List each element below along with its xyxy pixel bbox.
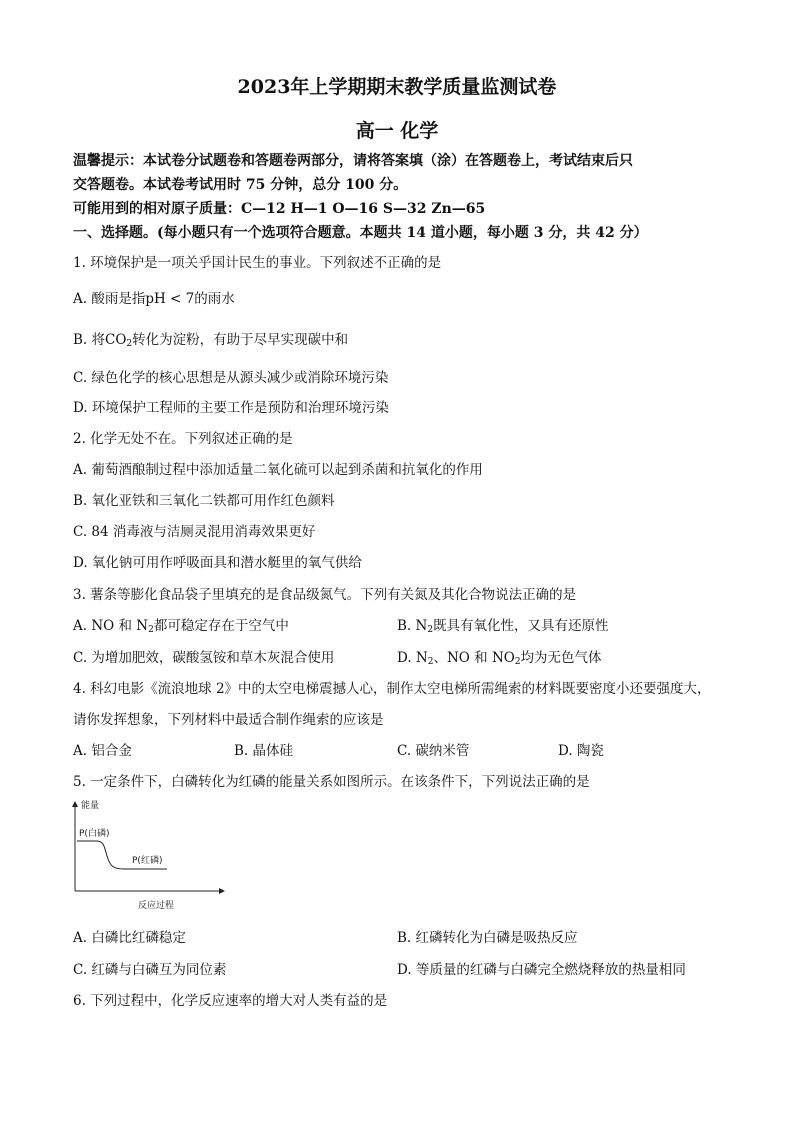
- q1-option-a-text-end: 的雨水: [194, 291, 235, 307]
- section-heading: 一、选择题。(每小题只有一个选项符合题意。本题共 14 道小题，每小题 3 分，共 42 分）: [73, 225, 648, 241]
- q3-option-d: [397, 646, 602, 667]
- n2-subscript-d: 2: [427, 657, 434, 667]
- notice-line-2: 交答题卷。本试卷考试用时 75 分钟，总分 100 分。: [73, 177, 408, 193]
- q3-option-d-text: D. N: [397, 650, 428, 666]
- q4-option-d: D. 陶瓷: [558, 743, 604, 759]
- q5-option-a: A. 白磷比红磷稳定: [73, 930, 186, 946]
- q1-option-b-text-end: 转化为淀粉，有助于尽早实现碳中和: [132, 332, 349, 348]
- co2-formula: CO: [105, 332, 127, 348]
- co2-subscript: 2: [126, 339, 133, 349]
- question-4-stem-line-2: 请你发挥想象，下列材料中最适合制作绳索的应该是: [73, 712, 384, 728]
- energy-diagram: [66, 798, 246, 913]
- q2-option-d: D. 氧化钠可用作呼吸面具和潜水艇里的氧气供给: [73, 555, 362, 571]
- exam-subject: 高一 化学: [355, 120, 439, 142]
- question-3-stem: 3. 薯条等膨化食品袋子里填充的是食品级氮气。下列有关氮及其化合物说法正确的是: [73, 587, 577, 603]
- q3-option-d-mid: 、NO 和 NO: [433, 650, 515, 666]
- q3-option-a: [73, 614, 289, 635]
- q2-option-a: A. 葡萄酒酿制过程中添加适量二氧化硫可以起到杀菌和抗氧化的作用: [73, 462, 483, 478]
- q3-option-b-text-end: 既具有氧化性，又具有还原性: [433, 618, 609, 634]
- q1-option-d: D. 环境保护工程师的主要工作是预防和治理环境污染: [73, 400, 389, 416]
- white-phosphorus-label: P(白磷): [79, 829, 110, 839]
- question-2-stem: 2. 化学无处不在。下列叙述正确的是: [73, 431, 293, 447]
- q4-option-a: A. 铝合金: [73, 743, 132, 759]
- q3-option-b: [397, 614, 609, 635]
- q4-option-c: C. 碳纳米管: [397, 743, 470, 759]
- q1-option-b: [73, 328, 348, 349]
- q5-option-b: B. 红磷转化为白磷是吸热反应: [397, 930, 578, 946]
- q1-option-b-text: B. 将: [73, 332, 106, 348]
- q5-option-d: D. 等质量的红磷与白磷完全燃烧释放的热量相同: [397, 962, 686, 978]
- no2-subscript: 2: [514, 657, 521, 667]
- n2-subscript: 2: [148, 625, 154, 635]
- q3-option-d-text-end: 均为无色气体: [520, 650, 602, 666]
- atomic-masses: 可能用到的相对原子质量：C—12 H—1 O—16 S—32 Zn—65: [73, 201, 486, 217]
- notice-line-1: 温馨提示：本试卷分试题卷和答题卷两部分，请将答案填（涂）在答题卷上，考试结束后只: [73, 153, 633, 169]
- q4-option-b: B. 晶体硅: [234, 743, 294, 759]
- q3-option-a-text: A. NO 和 N: [73, 618, 149, 634]
- q3-option-a-text-end: 都可稳定存在于空气中: [153, 618, 289, 634]
- x-axis-label: 反应过程: [138, 901, 175, 911]
- exam-title: 2023年上学期期末教学质量监测试卷: [237, 76, 557, 98]
- q3-option-c: C. 为增加肥效，碳酸氢铵和草木灰混合使用: [73, 650, 335, 666]
- question-1-stem: 1. 环境保护是一项关乎国计民生的事业。下列叙述不正确的是: [73, 255, 442, 271]
- q1-option-a-text: A. 酸雨是指: [73, 291, 146, 307]
- q3-option-b-text: B. N: [397, 618, 428, 634]
- ph-formula: pH < 7: [145, 291, 195, 307]
- q1-option-a: [73, 287, 235, 307]
- question-5-stem: 5. 一定条件下，白磷转化为红磷的能量关系如图所示。在该条件下，下列说法正确的是: [73, 774, 590, 790]
- q2-option-c: C. 84 消毒液与洁厕灵混用消毒效果更好: [73, 524, 316, 540]
- question-6-stem: 6. 下列过程中，化学反应速率的增大对人类有益的是: [73, 993, 388, 1009]
- n2-subscript-b: 2: [427, 625, 434, 635]
- y-axis-label: 能量: [81, 801, 100, 811]
- red-phosphorus-label: P(红磷): [132, 856, 163, 866]
- q1-option-c: C. 绿色化学的核心思想是从源头减少或消除环境污染: [73, 370, 389, 386]
- q5-option-c: C. 红磷与白磷互为同位素: [73, 962, 227, 978]
- question-4-stem-line-1: 4. 科幻电影《流浪地球 2》中的太空电梯震撼人心，制作太空电梯所需绳索的材料既要密度小还要强度大，: [73, 681, 711, 697]
- q2-option-b: B. 氧化亚铁和三氧化二铁都可用作红色颜料: [73, 493, 335, 509]
